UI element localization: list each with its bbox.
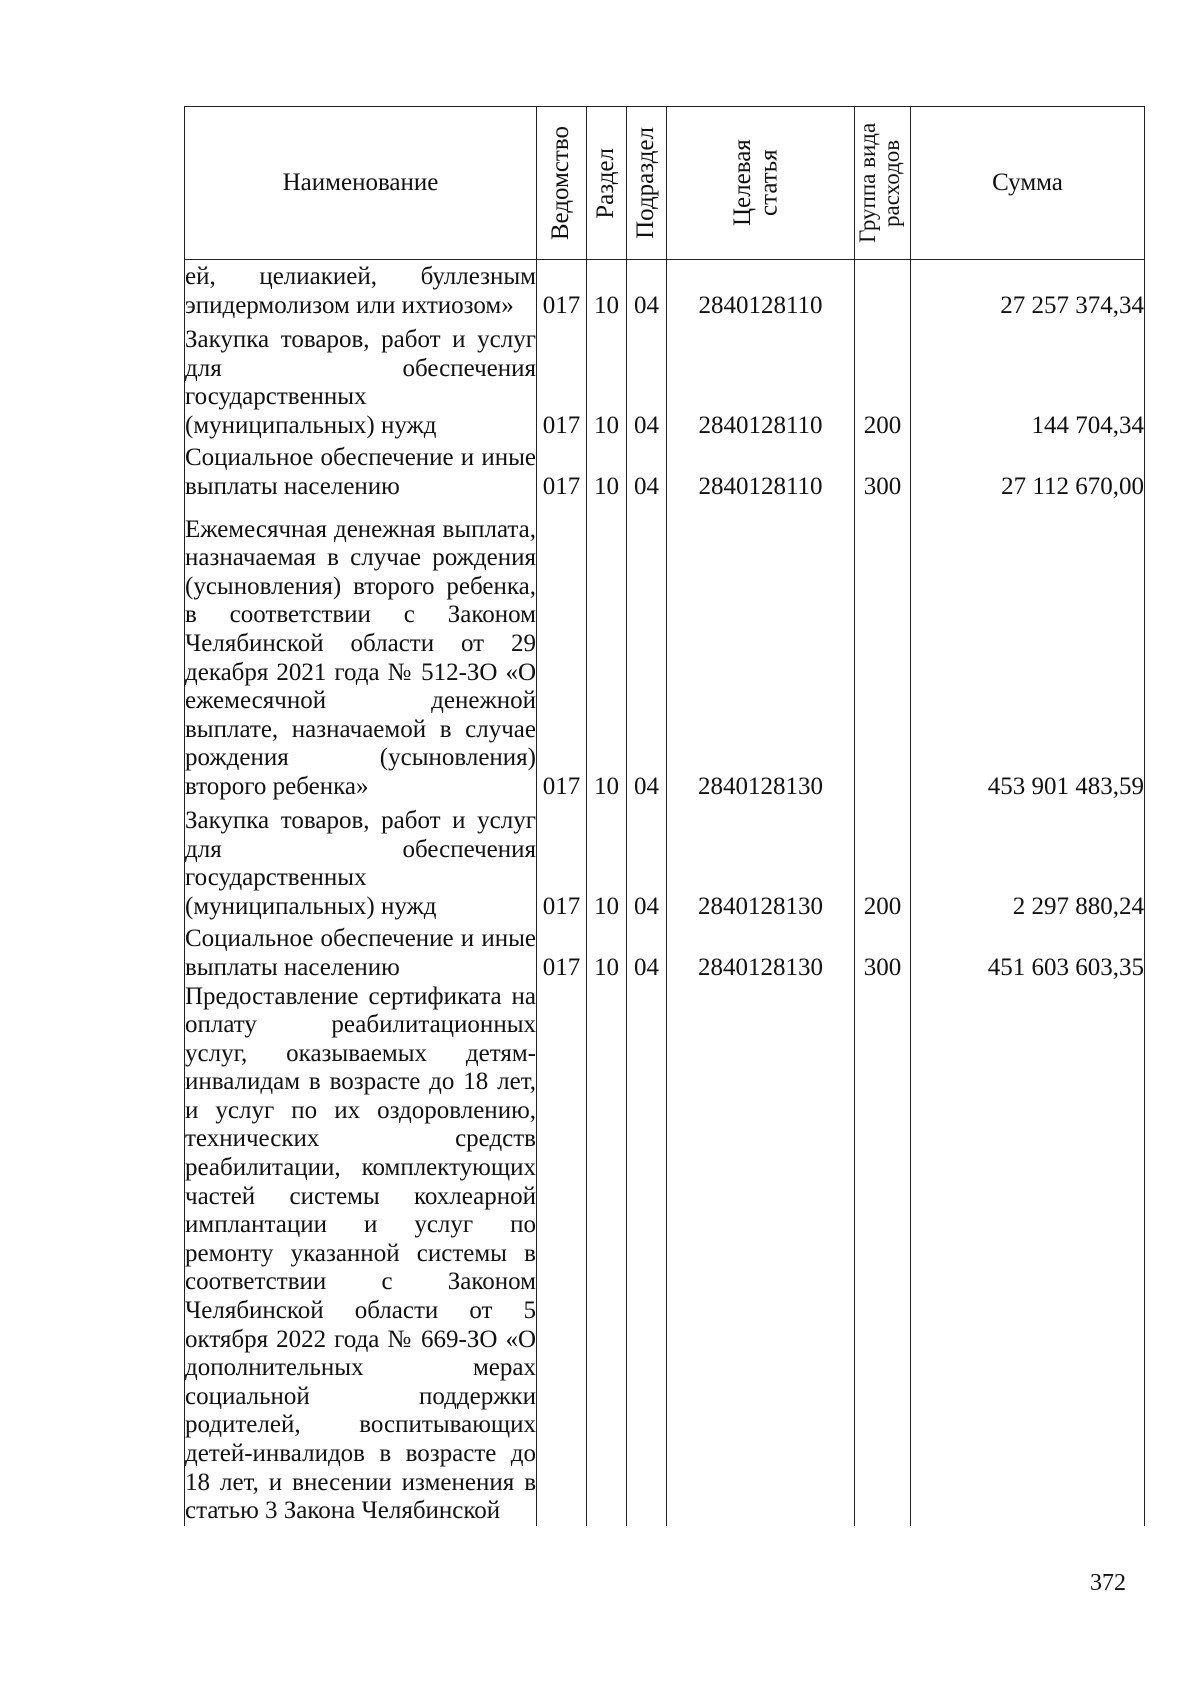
row-razdel: 10 [587,441,627,502]
budget-table [184,106,1145,1526]
row-celevaya: 2840128130 [667,922,855,983]
row-podrazdel: 04 [627,321,667,441]
row-vedomstvo: 017 [537,260,587,321]
row-vedomstvo [537,983,587,1526]
row-celevaya: 2840128130 [667,502,855,802]
row-razdel: 10 [587,260,627,321]
row-celevaya [667,983,855,1526]
row-podrazdel: 04 [627,502,667,802]
table-row [185,321,1145,441]
header-celevaya: Целевая статья [667,107,855,260]
row-summa [911,983,1145,1526]
row-razdel: 10 [587,321,627,441]
row-summa: 2 297 880,24 [911,802,1145,922]
row-podrazdel: 04 [627,922,667,983]
page-number: 372 [1090,1570,1126,1596]
row-gruppa: 300 [855,922,911,983]
row-celevaya: 2840128110 [667,321,855,441]
row-vedomstvo: 017 [537,321,587,441]
header-razdel: Раздел [587,107,627,260]
row-name: Закупка товаров, работ и услуг для обеспечения государственных (муниципальных) нужд [185,321,537,441]
row-gruppa [855,502,911,802]
row-celevaya: 2840128130 [667,802,855,922]
header-summa: Сумма [911,107,1145,260]
row-gruppa [855,983,911,1526]
row-summa: 144 704,34 [911,321,1145,441]
row-gruppa: 300 [855,441,911,502]
row-celevaya: 2840128110 [667,441,855,502]
row-summa: 453 901 483,59 [911,502,1145,802]
row-razdel: 10 [587,802,627,922]
row-podrazdel: 04 [627,260,667,321]
header-vedomstvo: Ведомство [537,107,587,260]
row-summa: 27 257 374,34 [911,260,1145,321]
row-celevaya: 2840128110 [667,260,855,321]
row-podrazdel [627,983,667,1526]
row-summa: 451 603 603,35 [911,922,1145,983]
table-row [185,983,1145,1526]
header-name: Наименование [185,107,537,260]
row-name: Предоставление сертификата на оплату реабилитационных услуг, оказываемых детям-инвалидам в возрасте до 18 лет, и услуг по их оздоровлению, технических средств реабилитации, комплектующих частей системы кохлеарной имплантации и услуг по ремонту указанной системы в соответствии с Законом Челябинской области от 5 октября 2022 года № 669-ЗО «О дополнительных мерах социальной поддержки родителей, воспитывающих детей-инвалидов в возрасте до 18 лет, и внесении изменения в статью 3 Закона Челябинской [185,982,536,1525]
table-row [185,802,1145,922]
row-gruppa [855,260,911,321]
row-name: Социальное обеспечение и иные выплаты населению [185,922,537,983]
row-razdel: 10 [587,502,627,802]
row-podrazdel: 04 [627,441,667,502]
row-razdel [587,983,627,1526]
table-row [185,260,1145,321]
row-vedomstvo: 017 [537,441,587,502]
row-gruppa: 200 [855,802,911,922]
header-gruppa: Группа вида расходов [855,107,911,260]
row-name: Ежемесячная денежная выплата, назначаемая в случае рождения (усыновления) второго ребенка, в соответствии с Законом Челябинской области от 29 декабря 2021 года № 512-ЗО «О ежемесячной денежной выплате, назначаемой в случае рождения (усыновления) второго ребенка» [185,502,537,802]
row-name: ей, целиакией, буллезным эпидермолизом или ихтиозом» [185,260,537,321]
row-razdel: 10 [587,922,627,983]
row-vedomstvo: 017 [537,802,587,922]
table-header-row [185,107,1145,260]
row-podrazdel: 04 [627,802,667,922]
row-vedomstvo: 017 [537,502,587,802]
header-podrazdel: Подраздел [627,107,667,260]
row-vedomstvo: 017 [537,922,587,983]
table-row [185,922,1145,983]
row-summa: 27 112 670,00 [911,441,1145,502]
table-row [185,441,1145,502]
row-name: Закупка товаров, работ и услуг для обеспечения государственных (муниципальных) нужд [185,802,537,922]
row-name: Социальное обеспечение и иные выплаты населению [185,441,537,502]
table-row [185,502,1145,802]
row-gruppa: 200 [855,321,911,441]
